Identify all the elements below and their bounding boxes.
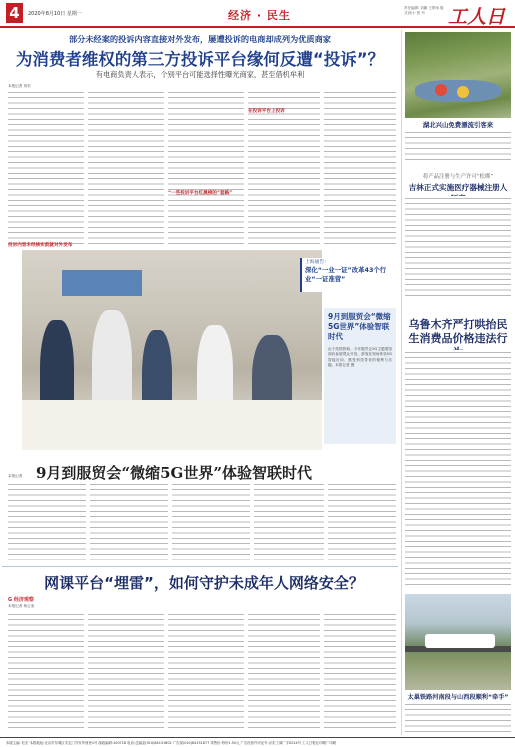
rafting-photo xyxy=(405,32,511,118)
date-line: 2020年8月10日 星期一 xyxy=(28,11,82,17)
lead-body-column xyxy=(8,90,84,248)
urumqi-body xyxy=(405,350,511,588)
shanghai-kicker: 上海通告: xyxy=(305,260,326,265)
railway-photo xyxy=(405,594,511,690)
story3-body-column xyxy=(88,612,164,730)
expo-photo xyxy=(22,250,322,450)
lead-body-column xyxy=(168,90,244,248)
shanghai-brief xyxy=(300,258,396,292)
newspaper-logo: 工人日 xyxy=(448,6,506,28)
lead-byline: 本报记者 刘东 xyxy=(8,84,31,88)
rafting-caption: 湖北兴山免费漂流引客来 xyxy=(422,121,494,129)
lead-body-column xyxy=(324,90,396,248)
lead-subhead: 投诉内容未经核实前就对外发布 xyxy=(8,243,73,248)
story2-body-column xyxy=(8,482,86,560)
railway-body xyxy=(405,702,511,732)
story3-body-column xyxy=(8,612,84,730)
section-title: 经济 · 民生 xyxy=(228,9,291,22)
jilin-headline: 吉林正式实施医疗器械注册人 xyxy=(408,183,508,192)
story2-body-column xyxy=(172,482,250,560)
story3-body-column xyxy=(168,612,244,730)
economic-observation-tag: G 经济观察 xyxy=(8,597,34,603)
lead-body-column xyxy=(88,90,164,248)
jilin-kicker: 将产品注册与生产许可“松绑” xyxy=(422,174,494,180)
rafting-body xyxy=(405,130,511,164)
lead-headline: 为消费者维权的第三方投诉平台缘何反遭“投诉”？ xyxy=(15,50,385,69)
photo-caption-text: 由于疫情影响，今年服贸会5G主题展馆面向参展观众开放，游客在现场体验5G智能应用，感受科技带来的便利与乐趣。本报记者 摄 xyxy=(328,347,392,368)
lead-kicker: 部分未经案的投诉内容直接对外发布，屡遭投诉的电商却成列为优质商家 xyxy=(68,34,331,44)
editor-credits: 责任编辑: 刘鹏 王梦雨 版式设计: 张 丹 xyxy=(404,6,444,15)
story2-body-column xyxy=(328,482,396,560)
story2-body-column xyxy=(254,482,324,560)
page-number: 4 xyxy=(6,3,23,23)
story3-byline: 本报记者 杨召奎 xyxy=(8,604,35,608)
story3-body-column xyxy=(248,612,320,730)
page-footer: 本版主编: 杜宏 本报地址:北京市东城区安定门外安华西里1号 邮政编码:100718 电话:总编室(010)84151602 广告部(010)84151677 零售价:每份1.50元 广告经营许可证号:京东工商广字0014号 工人日报社印刷厂印刷 xyxy=(0,737,515,747)
photo-caption-box xyxy=(324,308,396,444)
lead-subtitle: 有电商负责人表示，个别平台可能选择性曝光商家，甚至借机牟利 xyxy=(95,70,305,79)
photo-caption-title: 9月到服贸会“微缩5G世界”体验智联时代 xyxy=(328,312,391,341)
railway-caption: 太巢铁路河南段与山西段顺利“牵手” xyxy=(407,694,509,701)
lead-subhead: 在投诉平台上投诉 xyxy=(248,109,285,114)
story2-headline: 9月到服贸会“微缩5G世界”体验智联时代 xyxy=(36,464,312,482)
lead-subhead: “一些投诉平台红黑榜的”套路” xyxy=(168,191,233,196)
story2-byline: 本报记者 xyxy=(8,474,23,478)
story2-body-column xyxy=(90,482,168,560)
story3-body-column xyxy=(324,612,396,730)
shanghai-headline: 深化“一业一证”改革43个行业“一证准营” xyxy=(305,266,387,283)
urumqi-headline: 乌鲁木齐严打哄抬民生消费品价格违法行 xyxy=(408,318,508,345)
jilin-body xyxy=(405,196,511,300)
column-divider xyxy=(401,30,402,735)
story3-headline: 网课平台“埋雷”，如何守护未成年人网络安全？ xyxy=(44,574,364,592)
